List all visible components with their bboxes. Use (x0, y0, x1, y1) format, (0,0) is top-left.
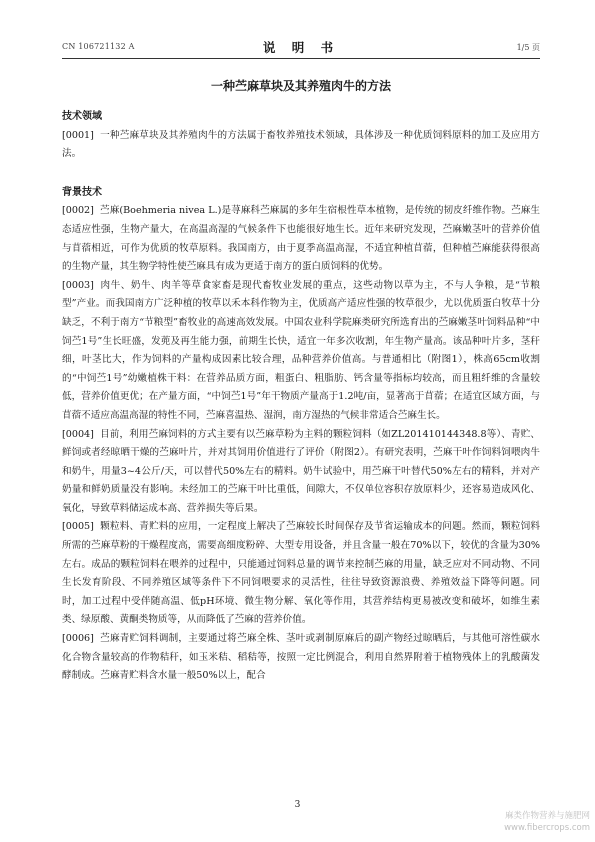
page-header (62, 38, 540, 59)
section-heading-background: 背景技术 (62, 186, 102, 198)
paragraph-number: [0006] (62, 633, 94, 645)
paragraph-text: 一种苎麻草块及其养殖肉牛的方法属于畜牧养殖技术领域，具体涉及一种优质饲料原料的加工及应用方法。 (62, 129, 540, 160)
paragraph-text: 肉牛、奶牛、肉羊等草食家畜是现代畜牧业发展的重点，这些动物以草为主，不与人争粮，是“节粮型”产业。而我国南方广泛种植的牧草以禾本科作物为主，优质高产适应性强的牧草很少，尤以优质蛋白牧草十分缺乏，不利于南方“节粮型”畜牧业的高速高效发展。中国农业科学院麻类研究所选育出的苎麻嫩茎叶饲料品种“中饲苎1号”生长旺盛，发蔸及再生能力强，前期生长快，适宜一年多次收割，年生物产量高。该品种叶片多，茎秆细，叶茎比大，作为饲料的产量构成因素比较合理，品种营养价值高。与普通相比（附图1），株高65cm收割的“中饲苎1号”幼嫩植株干料：在营养品质方面，粗蛋白、粗脂肪、钙含量等指标均较高，而且粗纤维的含量较低，营养价值更优；在产量方面，“中饲苎1号”年干物质产量高于1.2吨/亩，显著高于苜蓿；在适宜区域方面，与苜蓿不适应高温高湿的特性不同，苎麻喜温热、湿润，南方湿热的气候非常适合苎麻生长。 (62, 279, 540, 421)
paragraph-text: 目前，利用苎麻饲料的方式主要有以苎麻草粉为主料的颗粒饲料（如ZL201410144348.8等）、青贮、鲜饲或者经晾晒干燥的苎麻叶片，并对其饲用价值进行了评价（附图2）。有研究表明，苎麻干叶作饲料饲喂肉牛和奶牛，用量3~4公斤/天，可以替代50%左右的精料。奶牛试验中，用苎麻干叶替代50%左右的精料，并对产奶量和鲜奶质量没有影响。未经加工的苎麻干叶比重低，间隙大，不仅单位容积存放原料少，还容易造成风化、氧化，导致草料储运成本高、营养损失等后果。 (62, 428, 540, 514)
header-title: 说 明 书 (262, 40, 340, 55)
document-body (62, 108, 540, 686)
paragraph-number: [0004] (62, 428, 94, 440)
paragraph-number: [0002] (62, 205, 94, 217)
paragraph-0004 (62, 426, 540, 519)
paragraph-number: [0005] (62, 521, 94, 533)
document-title: 一种苎麻草块及其养殖肉牛的方法 (210, 79, 391, 93)
publication-number: CN 106721132 A (62, 42, 135, 51)
paragraph-number: [0003] (62, 279, 94, 291)
paragraph-0002 (62, 202, 540, 276)
section-heading-field: 技术领域 (62, 111, 102, 122)
paragraph-text: 苎麻(Boehmeria nivea L.)是荨麻科苎麻属的多年生宿根性草本植物，是传统的韧皮纤维作物。苎麻生态适应性强，生物产量大，在高温高湿的气候条件下也能很好地生长。近年来研究发现，苎麻嫩茎叶的营养价值与苜蓿相近，可作为优质的牧草原料。我国南方，由于夏季高温高湿，不适宜种植苜蓿，但种植苎麻能获得很高的生物产量，其生物学特性使苎麻具有成为更适于南方的蛋白质饲料的优势。 (62, 205, 540, 273)
paragraph-number: [0001] (62, 129, 94, 141)
page-indicator: 1/5 页 (516, 43, 540, 52)
watermark-line2: www.fibercrops.com (504, 823, 590, 833)
watermark-line1: 麻类作物营养与施肥网 (504, 811, 590, 821)
paragraph-0001 (62, 127, 540, 164)
watermark (462, 810, 590, 834)
paragraph-text: 苎麻青贮饲料调制，主要通过将苎麻全株、茎叶或剥制原麻后的副产物经过晾晒后，与其他可溶性碳水化合物含量较高的作物秸秆，如玉米秸、稻秸等，按照一定比例混合，利用自然界附着于植物残体上的乳酸菌发酵制成。苎麻青贮料含水量一般50%以上，配合 (62, 633, 540, 682)
paragraph-text: 颗粒料、青贮料的应用，一定程度上解决了苎麻较长时间保存及节省运输成本的问题。然而，颗粒饲料所需的苎麻草粉的干燥程度高，需要高细度粉碎、大型专用设备，并且含量一般在70%以下，较优的含量为30%左右。成品的颗粒饲料在喂养的过程中，只能通过饲料总量的调节来控制苎麻的用量，缺乏应对不同动物、不同生长发育阶段、不同养殖区域等条件下不同饲喂要求的灵活性，往往导致资源浪费、养殖效益下降等问题。同时，加工过程中受伴随高温、低pH环境、微生物分解、氧化等作用，其营养结构更易被改变和破坏，如维生素类、绿原酸、黄酮类物质等，从而降低了苎麻的营养价值。 (62, 521, 540, 626)
page-number: 3 (294, 800, 301, 810)
paragraph-0005 (62, 518, 540, 630)
paragraph-0003 (62, 277, 540, 426)
paragraph-0006 (62, 630, 540, 686)
